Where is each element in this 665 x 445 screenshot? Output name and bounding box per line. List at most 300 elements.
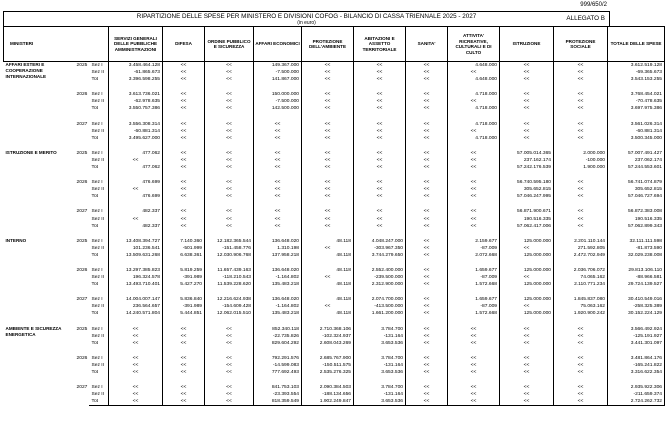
value-cell: << [205,150,254,157]
value-cell: << [406,296,448,303]
value-cell: 3.396.598.255 [109,76,163,83]
spacer-cell [4,230,75,238]
value-cell: << [205,193,254,200]
table-row [4,164,665,171]
table-row [4,76,665,83]
value-cell: << [205,391,254,398]
value-cell: << [406,223,448,230]
table-row [4,281,665,288]
value-cell: << [205,398,254,406]
section-label: Tot [89,193,109,200]
header-ordine-pubblico: ORDINE PUBBLICO E SICUREZZA [205,27,254,62]
value-cell: << [254,128,302,135]
section-label: Sez II [89,303,109,310]
value-cell: << [354,76,406,83]
value-cell: << [554,91,608,98]
value-cell: << [163,326,205,333]
value-cell: 477.062 [109,164,163,171]
table-row [4,69,665,76]
value-cell: << [205,362,254,369]
spacer-cell [254,113,302,121]
value-cell: << [406,252,448,259]
value-cell: -60.881.314 [109,128,163,135]
value-cell: 149.367.000 [254,62,302,70]
spacer-cell [254,347,302,355]
value-cell: 3.543.153.255 [608,76,665,83]
value-cell: << [205,223,254,230]
value-cell: 29.813.106.110 [608,267,665,274]
value-cell: 2.535.276.325 [302,369,354,376]
spacer-cell [89,171,109,179]
value-cell: << [354,128,406,135]
value-cell: << [302,128,354,135]
value-cell: 852.340.118 [254,326,302,333]
value-cell: << [448,157,500,164]
table-row [4,245,665,252]
value-cell: << [205,121,254,128]
year-cell: 2026 [76,92,88,98]
spacer-cell [354,318,406,326]
value-cell: << [302,274,354,281]
spacer-cell [554,142,608,150]
table-row [4,91,665,98]
value-cell: 48.118 [302,296,354,303]
spacer-cell [254,288,302,296]
value-cell: 3.561.026.314 [608,121,665,128]
value-cell: -239.500.000 [354,274,406,281]
value-cell: 2.685.767.900 [302,355,354,362]
spacer-cell [109,113,163,121]
value-cell: 56.871.900.671 [500,208,554,215]
spacer-cell [75,318,89,326]
spacer-cell [448,142,500,150]
value-cell: << [500,69,554,76]
header-attivita-ricreative: ATTIVITA' RICREATIVE, CULTURALI E DI CULTO [448,27,500,62]
year-cell: 2027 [76,121,88,127]
value-cell: -1.164.802 [254,303,302,310]
value-cell: << [163,105,205,112]
spacer-cell [4,318,75,326]
value-cell: 305.652.815 [500,186,554,193]
spacer-cell [554,318,608,326]
value-cell: << [254,216,302,223]
value-cell: 135.483.218 [254,281,302,288]
section-label: Tot [89,135,109,142]
spacer-cell [254,318,302,326]
spacer-cell [500,376,554,384]
value-cell: << [554,384,608,391]
table-body [4,62,665,406]
value-cell: 57.046.727.694 [608,193,665,200]
spacer-cell [302,142,354,150]
value-cell: << [406,62,448,70]
value-cell: 2.110.771.234 [554,281,608,288]
spacer-row [4,259,665,267]
value-cell: 190.516.335 [500,216,554,223]
value-cell: << [163,164,205,171]
spacer-cell [554,171,608,179]
value-cell: 1.845.837.080 [554,296,608,303]
value-cell: 101.236.541 [109,245,163,252]
header-affari-economici: AFFARI ECONOMICI [254,27,302,62]
value-cell: << [205,326,254,333]
value-cell: 3.613.736.021 [109,91,163,98]
spacer-cell [75,83,89,91]
value-cell: << [354,91,406,98]
spacer-cell [406,318,448,326]
spacer-cell [254,230,302,238]
value-cell: << [448,208,500,215]
value-cell: 3.784.700 [354,384,406,391]
value-cell: << [554,135,608,142]
spacer-cell [75,376,89,384]
value-cell: -61.865.673 [109,69,163,76]
value-cell: 13.408.394.727 [109,238,163,245]
value-cell: << [406,150,448,157]
year-cell: 2027 [76,385,88,391]
value-cell: << [500,362,554,369]
value-cell: 818.359.549 [254,398,302,406]
value-cell: 476.699 [109,193,163,200]
value-cell: 1.572.668 [448,281,500,288]
value-cell: << [406,135,448,142]
section-label: Tot [89,369,109,376]
value-cell: << [554,398,608,406]
table-row [4,135,665,142]
value-cell: 236.564.657 [109,303,163,310]
table-row [4,186,665,193]
table-row [4,355,665,362]
spacer-cell [89,318,109,326]
value-cell: 13.493.710.401 [109,281,163,288]
value-cell: 57.005.014.365 [500,150,554,157]
value-cell: << [406,238,448,245]
value-cell: << [406,121,448,128]
section-label: Tot [89,310,109,317]
table-row [4,398,665,406]
value-cell: << [448,362,500,369]
spacer-cell [163,288,205,296]
value-cell: << [302,179,354,186]
value-cell: 1.572.668 [448,310,500,317]
spacer-cell [109,171,163,179]
spacer-cell [354,288,406,296]
value-cell: << [554,333,608,340]
value-cell: 57.062.417.006 [500,223,554,230]
value-cell: 125.000.000 [500,252,554,259]
value-cell: << [205,179,254,186]
spacer-cell [608,318,665,326]
value-cell: << [302,164,354,171]
spacer-cell [109,83,163,91]
spacer-cell [163,83,205,91]
value-cell: 1.310.198 [254,245,302,252]
year-cell: 2025 [76,150,88,156]
spacer-cell [302,259,354,267]
value-cell: << [163,150,205,157]
value-cell: 13.297.385.823 [109,267,163,274]
year-cell: 2026 [76,355,88,361]
value-cell: 2.036.706.072 [554,267,608,274]
value-cell: << [448,128,500,135]
value-cell: << [554,69,608,76]
value-cell: 5.444.851 [163,310,205,317]
value-cell: << [254,157,302,164]
spacer-cell [89,259,109,267]
value-cell: << [354,193,406,200]
value-cell: << [448,150,500,157]
value-cell: << [406,105,448,112]
value-cell: << [205,128,254,135]
value-cell: << [354,223,406,230]
spacer-cell [500,142,554,150]
value-cell: << [205,105,254,112]
spacer-cell [302,83,354,91]
spacer-cell [163,347,205,355]
value-cell: << [448,69,500,76]
value-cell: << [163,362,205,369]
value-cell: << [302,62,354,70]
value-cell: -87.009 [448,274,500,281]
section-label: Sez I [89,326,109,333]
spacer-cell [608,288,665,296]
spacer-cell [109,288,163,296]
value-cell: << [500,326,554,333]
spacer-cell [109,376,163,384]
spacer-cell [75,171,89,179]
table-row [4,303,665,310]
spacer-row [4,347,665,355]
value-cell: << [163,355,205,362]
value-cell: << [254,135,302,142]
table-row [4,252,665,259]
spacer-cell [205,318,254,326]
value-cell: << [302,216,354,223]
value-cell: << [500,355,554,362]
spacer-cell [75,347,89,355]
section-label: Sez I [89,384,109,391]
spacer-cell [608,171,665,179]
header-totale: TOTALE DELLE SPESE [608,27,665,62]
spacer-cell [500,171,554,179]
header-servizi-generali: SERVIZI GENERALI DELLE PUBBLICHE AMMINISTRAZIONI [109,27,163,62]
table-row [4,362,665,369]
allegato-label: ALLEGATO B [566,15,605,22]
value-cell: 135.483.218 [254,310,302,317]
table-row [4,274,665,281]
value-cell: -87.009 [448,245,500,252]
value-cell: << [163,384,205,391]
section-label: Sez II [89,98,109,105]
value-cell: << [205,340,254,347]
value-cell: << [500,128,554,135]
spacer-cell [406,259,448,267]
spacer-cell [89,142,109,150]
value-cell: << [163,62,205,70]
value-cell: << [302,76,354,83]
value-cell: << [554,208,608,215]
spacer-cell [254,171,302,179]
value-cell: -150.511.575 [302,362,354,369]
section-label: Sez II [89,362,109,369]
value-cell: 137.958.218 [254,252,302,259]
section-label: Tot [89,164,109,171]
value-cell: 141.867.000 [254,76,302,83]
spacer-cell [254,200,302,208]
table-row [4,121,665,128]
spacer-cell [302,113,354,121]
value-cell: << [302,157,354,164]
value-cell: 11.657.439.163 [205,267,254,274]
spacer-row [4,200,665,208]
table-row [4,98,665,105]
value-cell: << [406,303,448,310]
value-cell: << [354,121,406,128]
table-row [4,310,665,317]
spacer-cell [500,259,554,267]
value-cell: 3.458.464.128 [109,62,163,70]
spacer-cell [75,142,89,150]
value-cell: 136.648.020 [254,238,302,245]
spacer-cell [205,376,254,384]
header-row [4,27,665,62]
value-cell: << [554,193,608,200]
spacer-cell [406,171,448,179]
value-cell: 482.337 [109,223,163,230]
value-cell: << [109,384,163,391]
value-cell: << [448,179,500,186]
spacer-cell [608,200,665,208]
spacer-cell [608,230,665,238]
value-cell: << [163,98,205,105]
ministry-name: INTERNO [5,237,27,243]
spacer-cell [500,318,554,326]
section-label: Sez I [89,238,109,245]
value-cell: 4.648.000 [448,62,500,70]
value-cell: << [406,333,448,340]
value-cell: << [109,355,163,362]
value-cell: 3.550.757.386 [109,105,163,112]
value-cell: 150.000.000 [254,91,302,98]
value-cell: << [254,193,302,200]
value-cell: << [448,355,500,362]
value-cell: << [109,186,163,193]
spacer-cell [163,171,205,179]
spacer-cell [75,259,89,267]
spacer-cell [109,318,163,326]
value-cell: -70.478.635 [608,98,665,105]
value-cell: << [205,164,254,171]
spacer-cell [554,83,608,91]
spacer-cell [89,113,109,121]
value-cell: 29.724.139.527 [608,281,665,288]
value-cell: << [354,164,406,171]
value-cell: << [163,391,205,398]
value-cell: << [302,208,354,215]
value-cell: << [500,340,554,347]
value-cell: << [500,274,554,281]
spacer-cell [354,259,406,267]
section-label: Sez I [89,355,109,362]
value-cell: 125.000.000 [500,267,554,274]
section-label: Tot [89,281,109,288]
value-cell: 32.029.238.008 [608,252,665,259]
value-cell: << [500,245,554,252]
spacer-cell [109,230,163,238]
value-cell: -303.967.350 [354,245,406,252]
value-cell: -60.881.314 [608,128,665,135]
spacer-cell [406,142,448,150]
spacer-cell [406,200,448,208]
value-cell: 1.659.677 [448,296,500,303]
value-cell: << [406,193,448,200]
spacer-cell [448,230,500,238]
value-cell: << [163,208,205,215]
spacer-cell [75,230,89,238]
value-cell: << [448,193,500,200]
table-row [4,208,665,215]
value-cell: 4.718.000 [448,91,500,98]
value-cell: -69.365.673 [608,69,665,76]
value-cell: 2.090.384.503 [302,384,354,391]
spacer-cell [608,347,665,355]
title-bar [3,11,610,27]
spacer-cell [205,83,254,91]
value-cell: << [205,91,254,98]
value-cell: 1.659.677 [448,267,500,274]
section-label: Sez II [89,186,109,193]
value-cell: << [205,355,254,362]
section-label: Sez I [89,91,109,98]
value-cell: << [406,326,448,333]
table-row [4,62,665,70]
spacer-cell [163,230,205,238]
value-cell: -258.325.389 [608,303,665,310]
value-cell: << [406,216,448,223]
table-row [4,128,665,135]
value-cell: -131.164 [354,362,406,369]
value-cell: << [109,326,163,333]
spacer-cell [302,200,354,208]
value-cell: << [205,216,254,223]
section-label: Tot [89,105,109,112]
value-cell: 14.240.571.804 [109,310,163,317]
value-cell: << [302,121,354,128]
value-cell: 48.118 [302,281,354,288]
value-cell: << [554,223,608,230]
spacer-cell [4,142,75,150]
value-cell: 4.048.247.000 [354,238,406,245]
spacer-cell [448,376,500,384]
value-cell: 30.152.224.129 [608,310,665,317]
value-cell: << [406,98,448,105]
value-cell: 305.652.815 [608,186,665,193]
value-cell: -125.191.927 [608,333,665,340]
value-cell: << [109,369,163,376]
table-row [4,369,665,376]
value-cell: 1.661.200.000 [354,310,406,317]
value-cell: 3.653.536 [354,369,406,376]
spacer-row [4,288,665,296]
value-cell: << [554,179,608,186]
value-cell: << [406,362,448,369]
value-cell: 74.065.162 [554,274,608,281]
spacer-cell [205,200,254,208]
section-label: Sez II [89,333,109,340]
value-cell: << [163,398,205,406]
value-cell: << [448,164,500,171]
value-cell: 56.872.383.008 [608,208,665,215]
